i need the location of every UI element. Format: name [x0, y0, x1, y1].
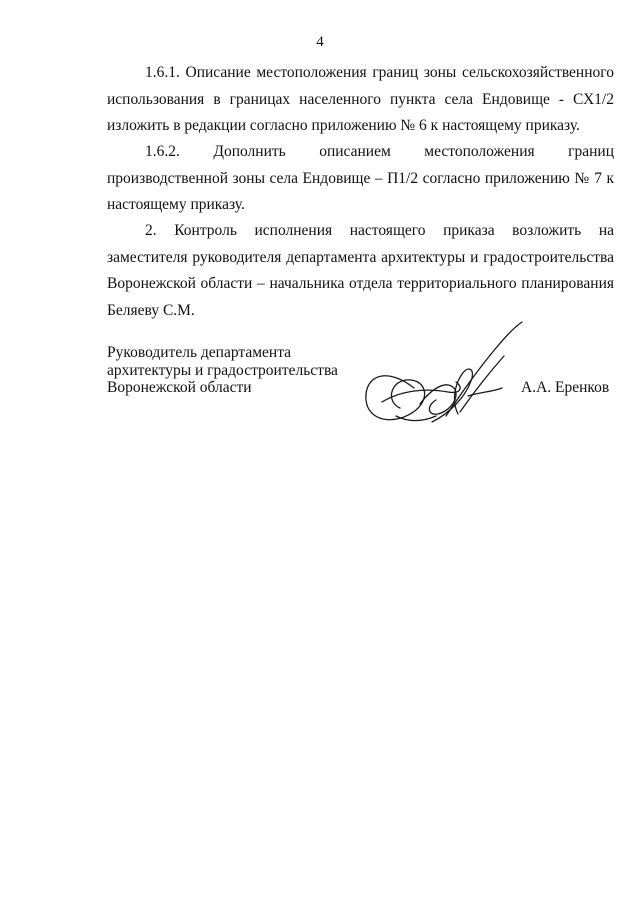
paragraph-text: 1.6.2. Дополнить описанием местоположения границ производственной зоны села Ендовище – П1/2 согласно приложению № 7 к настоящему приказу. — [107, 143, 614, 213]
paragraph-text: 2. Контроль исполнения настоящего приказа возложить на заместителя руководителя департамента архитектуры и градостроительства Воронежской области – начальника отдела территориального планирования Беляеву С.М. — [107, 222, 614, 319]
signatory-title — [107, 344, 338, 397]
handwritten-signature-icon — [356, 318, 536, 438]
signatory-title-line: архитектуры и градостроительства — [107, 361, 338, 379]
signatory-title-line: Руководитель департамента — [107, 344, 292, 361]
paragraph-1-6-2 — [107, 139, 614, 219]
page-number: 4 — [316, 34, 324, 50]
paragraph-text: 1.6.1. Описание местоположения границ зоны сельскохозяйственного использования в границах населенного пункта села Ендовище - СХ1/2 изложить в редакции согласно приложению № 6 к настоящему приказу. — [107, 64, 614, 134]
paragraph-1-6-1 — [107, 60, 614, 140]
signatory-name: А.А. Еренков — [521, 379, 610, 396]
signatory-title-line: Воронежской области — [107, 379, 252, 396]
paragraph-2 — [107, 218, 614, 324]
